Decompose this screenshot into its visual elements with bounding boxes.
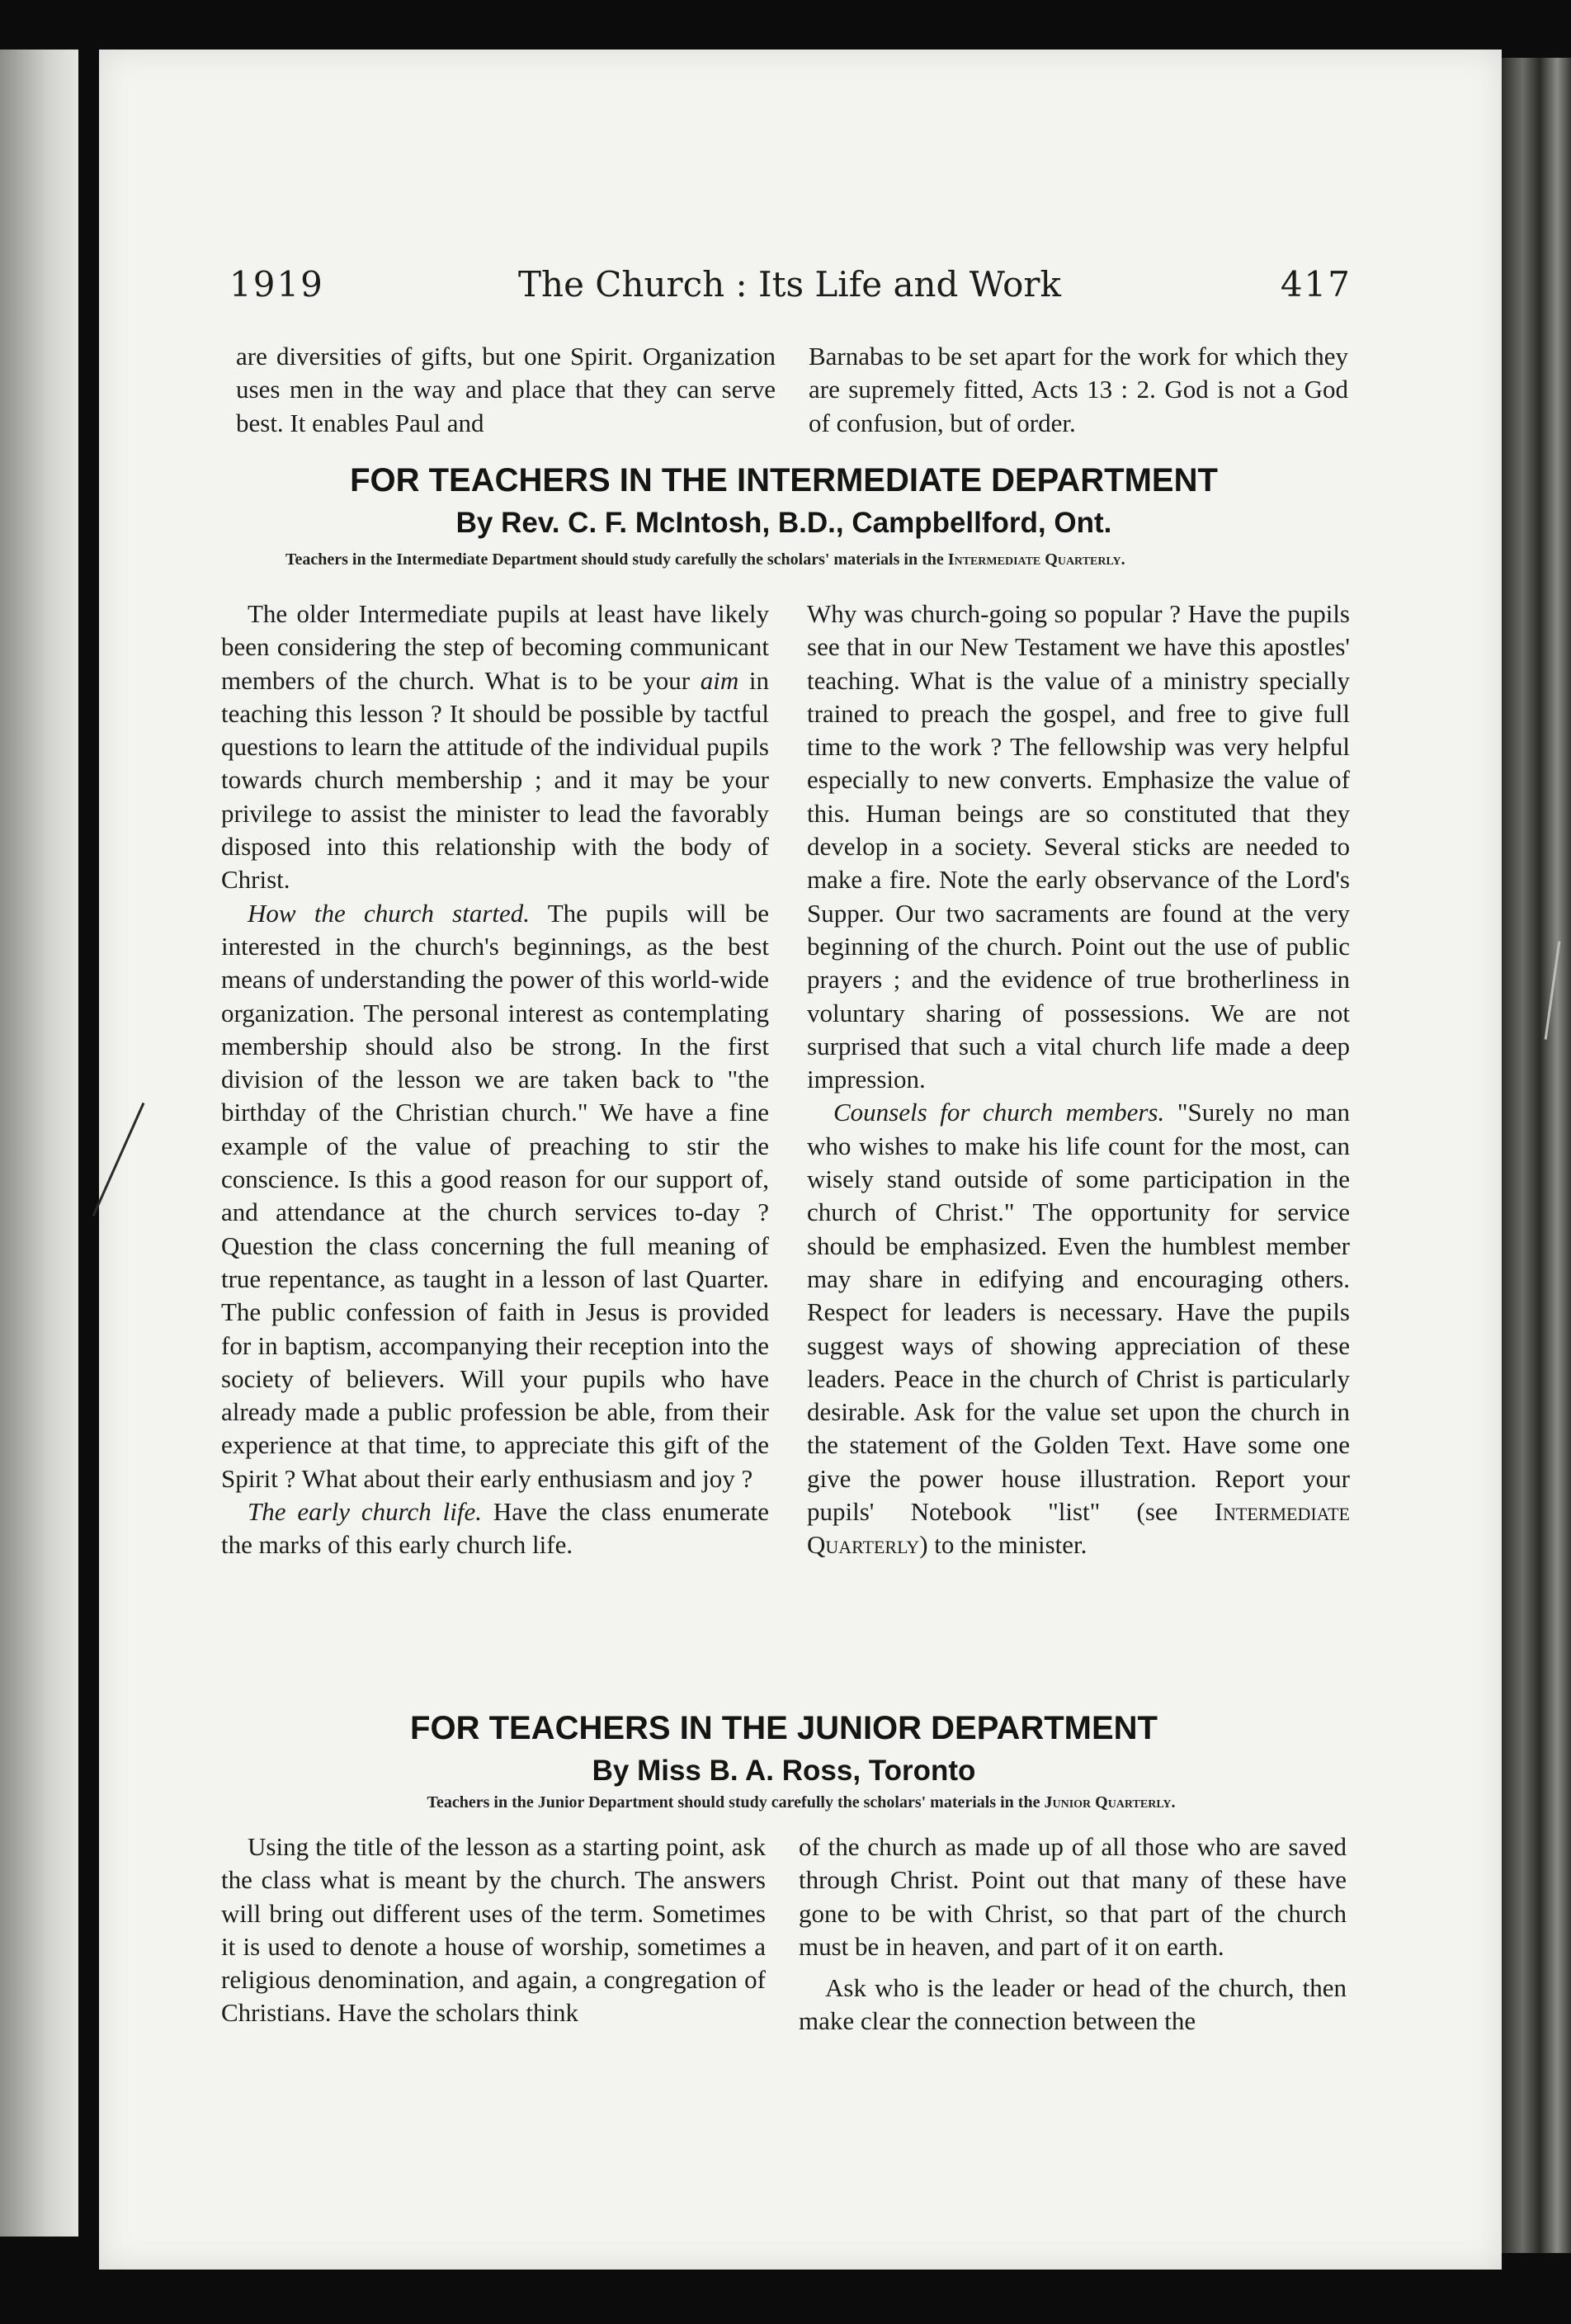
intermediate-right-column bbox=[807, 598, 1350, 1562]
paragraph bbox=[221, 1495, 769, 1562]
running-head-title: The Church : Its Life and Work bbox=[518, 264, 1061, 305]
junior-right-column bbox=[799, 1830, 1347, 2038]
paragraph: of the church as made up of all those who are saved through Christ. Point out that many of these have gone to be with Christ, so that part of the church must be in heaven, and part of it on earth. bbox=[799, 1832, 1347, 1961]
book-spine-edge bbox=[1502, 58, 1571, 2253]
paragraph-title: How the church started. bbox=[248, 898, 531, 928]
top-continuation-right bbox=[809, 340, 1348, 440]
junior-heading: FOR TEACHERS IN THE JUNIOR DEPARTMENT bbox=[410, 1710, 1158, 1746]
paragraph-title: The early church life. bbox=[248, 1497, 482, 1527]
intermediate-left-column bbox=[221, 598, 769, 1562]
paragraph-title: Counsels for church members. bbox=[833, 1098, 1165, 1127]
paragraph: Barnabas to be set apart for the work for which they are supremely fitted, Acts 13 : 2. God is not a God of confusion, but of order. bbox=[809, 342, 1348, 437]
note-quarterly: Junior Quarterly. bbox=[1044, 1793, 1176, 1811]
page-number: 417 bbox=[1280, 264, 1352, 305]
paragraph: are diversities of gifts, but one Spirit. Organization uses men in the way and place that they can serve best. It enables Paul and bbox=[236, 342, 776, 437]
paragraph bbox=[221, 598, 769, 897]
note-text: Teachers in the Intermediate Department should study carefully the scholars' materials in the bbox=[285, 550, 944, 569]
top-continuation-left bbox=[236, 340, 776, 440]
note-quarterly: Intermediate Quarterly. bbox=[947, 550, 1125, 569]
quarterly-reference: Intermediate Quarterly bbox=[807, 1497, 1350, 1560]
intermediate-note bbox=[236, 550, 1366, 569]
text: The pupils will be interested in the church's beginnings, as the best means of understanding the power of this world-wide organization. The personal interest as contemplating membership should also be strong. In the first division of the lesson we are taken back to "the birthday of the Christian church." We have a fine example of the value of preaching to stir the conscience. Is this a good reason for our support of, and attendance at the church services to-day ? Question the class concerning the full meaning of true repentance, as taught in a lesson of last Quarter. The public confession of faith in Jesus is provided for in baptism, accompanying their reception into the society of believers. Will your pupils who have already made a public profession be able, from their experience at that time, to appreciate this gift of the Spirit ? What about their early enthusiasm and joy ? bbox=[221, 898, 769, 1493]
paragraph: Ask who is the leader or head of the church, then make clear the connection between the bbox=[799, 1973, 1347, 2036]
paragraph bbox=[807, 1096, 1350, 1561]
junior-note bbox=[236, 1793, 1366, 1812]
paragraph: Using the title of the lesson as a starting point, ask the class what is meant by the church. The answers will bring out different uses of the term. Sometimes it is used to denote a house of worship, sometimes a religious denomination, and again, a congregation of Christians. Have the scholars think bbox=[221, 1832, 766, 2028]
emphasis: aim bbox=[700, 665, 739, 695]
intermediate-byline: By Rev. C. F. McIntosh, B.D., Campbellford, Ont. bbox=[455, 507, 1112, 539]
text: The older Intermediate pupils at least have likely been considering the step of becoming communicant members of the church. What is to be your bbox=[221, 599, 769, 695]
text: "Surely no man who wishes to make his life count for the most, can wisely stand outside of some participation in the church of Christ." The opportunity for service should be emphasized. Even the humblest member may share in edifying and encouraging others. Respect for leaders is necessary. Have the pupils suggest ways of showing appreciation of these leaders. Peace in the church of Christ is particularly desirable. Ask for the value set upon the church in the statement of the Golden Text. Have some one give the power house illustration. Report your pupils' Notebook "list" (see bbox=[807, 1098, 1350, 1527]
text: ) to the minister. bbox=[919, 1530, 1087, 1560]
paragraph: Why was church-going so popular ? Have the pupils see that in our New Testament we have this apostles' teaching. What is the value of a ministry specially trained to preach the gospel, and free to give full time to the work ? The fellowship was very helpful especially to new converts. Emphasize the value of this. Human beings are so constituted that they develop in a society. Several sticks are needed to make a fire. Note the early observance of the Lord's Supper. Our two sacraments are found at the very beginning of the church. Point out the use of public prayers ; and the evidence of true brotherliness in voluntary sharing of possessions. We are not surprised that such a vital church life made a deep impression. bbox=[807, 599, 1350, 1094]
text: Have the class enumerate the marks of this early church life. bbox=[221, 1497, 769, 1560]
junior-left-column bbox=[221, 1830, 766, 2030]
running-head-year: 1919 bbox=[229, 264, 324, 305]
junior-byline: By Miss B. A. Ross, Toronto bbox=[592, 1755, 976, 1787]
intermediate-heading: FOR TEACHERS IN THE INTERMEDIATE DEPARTMENT bbox=[350, 462, 1218, 498]
facing-page-edge bbox=[0, 50, 78, 2237]
note-text: Teachers in the Junior Department should study carefully the scholars' materials in the bbox=[427, 1793, 1040, 1811]
running-head bbox=[229, 264, 1352, 314]
paragraph bbox=[221, 897, 769, 1495]
text: in teaching this lesson ? It should be possible by tactful questions to learn the attitude of the individual pupils towards church membership ; and it may be your privilege to assist the minister to lead the favorably disposed into this relationship with the body of Christ. bbox=[221, 665, 769, 895]
